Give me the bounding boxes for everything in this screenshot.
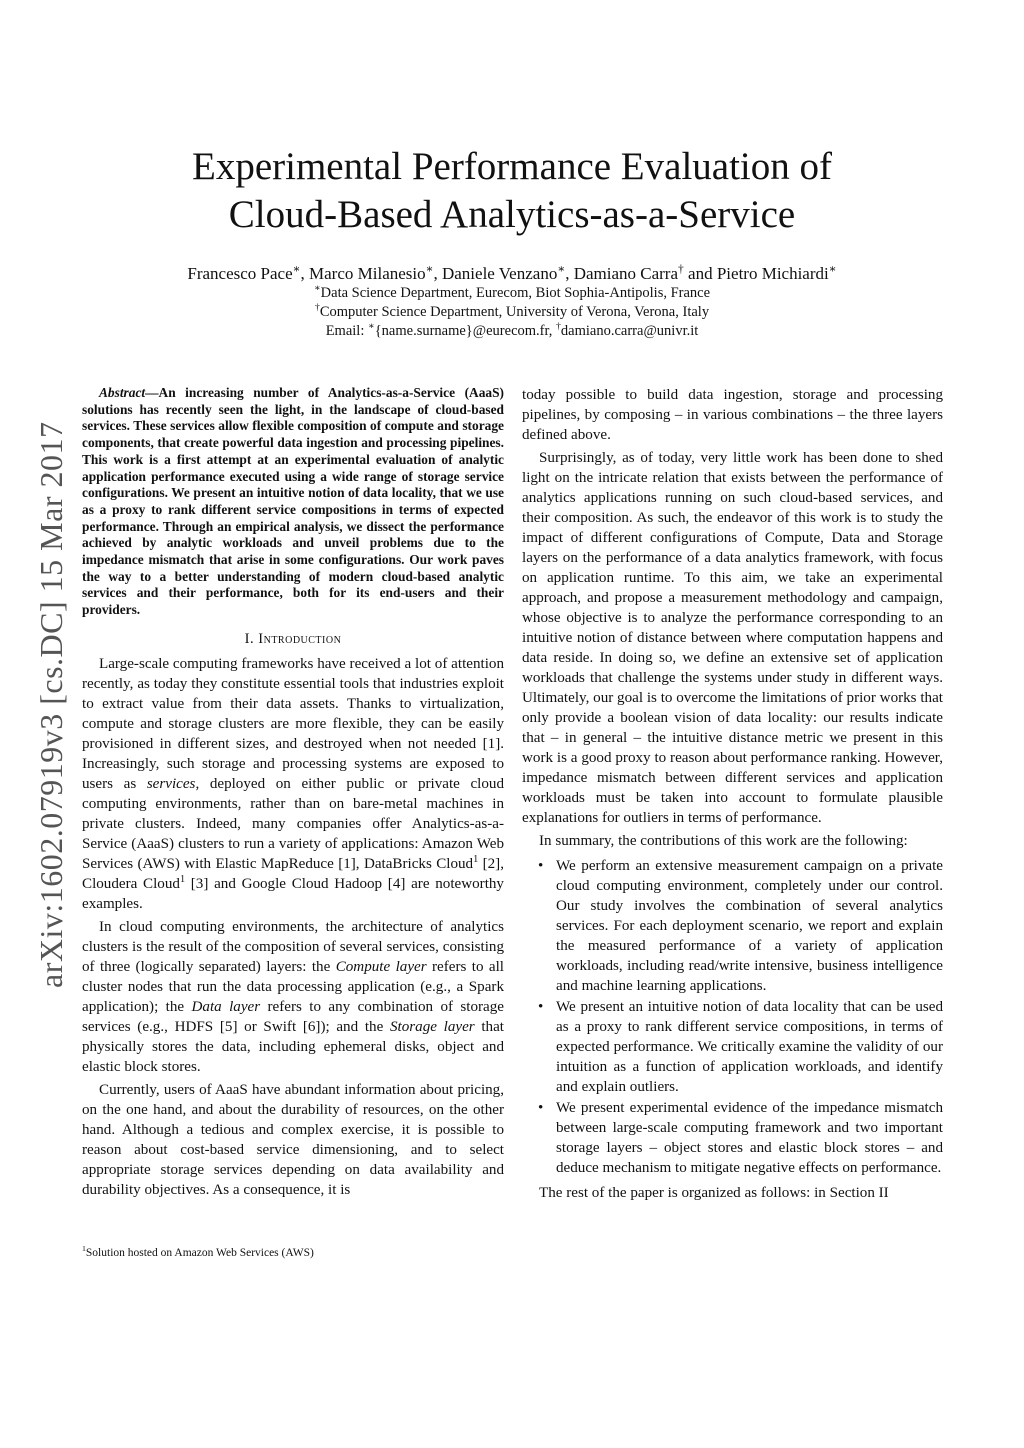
intro-paragraph-3: Currently, users of AaaS have abundant information about pricing, on the one hand, and about the durability of resources, on the other hand. Although a tedious and complex exercise, it is possible to reason about cost-based service dimensioning, and to select appropriate storage services depending on data availability and durability objectives. As a consequence, it is	[82, 1081, 504, 1198]
intro-paragraph-4: Surprisingly, as of today, very little work has been done to shed light on the intricate relation that exists between the performance of analytics applications running on such cloud-based services, and their composition. As such, the endeavor of this work is to study the impact of different configurations of Compute, Data and Storage layers on the performance of a data analytics framework, with focus on application runtime. To this aim, we take an experimental approach, and propose a measurement methodology and campaign, whose objective is to analyze the performance corresponding to an intuitive notion of distance between where computation happens and data reside. In doing so, we define an extensive set of application workloads that challenge the systems under study in different ways. Ultimately, our goal is to overcome the limitations of prior works that only provide a boolean vision of data locality: our results indicate that – in general – the intuitive distance metric we present in this work is a good proxy to reason about performance ranking. However, impedance mismatch between different services and application workloads must be taken into account to formulate plausible explanations for outliers in terms of performance.	[522, 450, 943, 826]
right-column	[522, 385, 943, 1203]
affil-mark: ∗	[557, 262, 566, 276]
left-column	[82, 385, 504, 1200]
section-heading-introduction: I. Introduction	[244, 630, 342, 647]
footnote-ref: 1	[473, 853, 479, 865]
abstract-text: An increasing number of Analytics-as-a-Service (AaaS) solutions has recently seen the light, in the landscape of cloud-based services. These services allow flexible composition of compute and storage components, that create powerful data ingestion and processing pipelines. This work is a first attempt at an experimental evaluation of analytic application performance executed using a wide range of storage service configurations. We present an intuitive notion of data locality, that we use as a proxy to rank different service compositions in terms of expected performance. Through an empirical analysis, we dissect the performance achieved by analytic workloads and unveil problems due to the impedance mismatch that arise in some configurations. Our work paves the way to a better understanding of modern cloud-based analytic services and their performance, both for its end-users and their providers.	[82, 385, 504, 618]
affil-mark: ∗	[828, 262, 837, 276]
affil-mark: ∗	[425, 262, 434, 276]
footnote	[82, 1246, 504, 1260]
intro-paragraph-2: In cloud computing environments, the architecture of analytics clusters is the result of the composition of several services, consisting of three (logically separated) layers: the Compute layer refers to all cluster nodes that run the data processing application (e.g., a Spark application); the Data layer refers to any combination of storage services (e.g., HDFS [5] or Swift [6]); and the Storage layer that physically stores the data, including ephemeral disks, object and elastic block stores.	[82, 918, 504, 1075]
contributions-lead: In summary, the contributions of this work are the following:	[539, 833, 908, 849]
author-name: Damiano Carra	[573, 264, 679, 283]
bullet-icon: •	[538, 1100, 544, 1116]
affil-mark: ∗	[292, 262, 301, 276]
bullet-icon: •	[538, 999, 544, 1015]
paper-title-line1: Experimental Performance Evaluation of	[192, 145, 832, 188]
list-item: • We present an intuitive notion of data locality that can be used as a proxy to rank different service compositions, in terms of expected performance. We critically examine the validity of our intuition as a function of application workloads, and identify and explain outliers.	[538, 999, 943, 1095]
author-block	[0, 263, 1024, 341]
author-name: Daniele Venzano	[441, 264, 558, 283]
abstract-label: Abstract	[99, 385, 146, 400]
list-item: • We perform an extensive measurement campaign on a private cloud computing environment, completely under our control. Our study involves the combination of several analytics services. For each deployment scenario, we report and explain the measured performance of a variety of application workloads, including read/write intensive, business intelligence and machine learning applications.	[538, 858, 943, 994]
affil-mark: †	[678, 262, 684, 276]
author-name: Francesco Pace	[187, 264, 293, 283]
list-item: • We present experimental evidence of the impedance mismatch between large-scale computing framework and two important storage layers – object stores and elastic block stores – and deduce mechanism to mitigate negative effects on performance.	[538, 1100, 943, 1176]
author-names: Francesco Pace∗, Marco Milanesio∗, Daniele Venzano∗, Damiano Carra† and Pietro Michiardi∗	[187, 262, 837, 283]
footnote-mark: 1	[82, 1244, 86, 1254]
organization-paragraph: The rest of the paper is organized as follows: in Section II	[539, 1185, 889, 1201]
affiliation-1: ∗Data Science Department, Eurecom, Biot Sophia-Antipolis, France	[313, 283, 711, 301]
intro-paragraph-continued: today possible to build data ingestion, storage and processing pipelines, by composing – in various combinations – the three layers defined above.	[522, 387, 943, 443]
contributions-list	[522, 856, 943, 1178]
arxiv-identifier: arXiv:1602.07919v3 [cs.DC] 15 Mar 2017	[33, 421, 69, 988]
paper-title	[0, 143, 1024, 239]
author-email: Email: ∗{name.surname}@eurecom.fr, †damiano.carra@univr.it	[325, 321, 699, 339]
affiliation-2: †Computer Science Department, University of Verona, Verona, Italy	[314, 302, 710, 320]
bullet-icon: •	[538, 858, 544, 874]
footnote-ref: 1	[179, 873, 186, 885]
paper-title-line2: Cloud-Based Analytics-as-a-Service	[228, 193, 796, 236]
footnote-text: Solution hosted on Amazon Web Services (AWS)	[85, 1247, 314, 1259]
author-name: Marco Milanesio	[309, 264, 426, 283]
intro-paragraph-1: Large-scale computing frameworks have received a lot of attention recently, as today they constitute essential tools that industries exploit to extract value from their data assets. Thanks to virtualization, compute and storage clusters are more flexible, they can be easily provisioned in different sizes, and destroyed when not needed [1]. Increasingly, such storage and processing systems are exposed to users as services, deployed on either public or private cloud computing environments, rather than on bare-metal machines in private clusters. Indeed, many companies offer Analytics-as-a-Service (AaaS) clusters to run a variety of applications: Amazon Web Services (AWS) with Elastic MapReduce [1], DataBricks Cloud$^1$ [2], Cloudera Cloud$^1$ [3] and Google Cloud Hadoop [4] are noteworthy examples.	[82, 655, 504, 912]
author-name: Pietro Michiardi	[716, 264, 829, 283]
abstract: Abstract—An increasing number of Analytics-as-a-Service (AaaS) solutions has recently seen the light, in the landscape of cloud-based services. These services allow flexible composition of compute and storage components, that create powerful data ingestion and processing pipelines. This work is a first attempt at an experimental evaluation of analytic application performance executed using a wide range of storage service configurations. We present an intuitive notion of data locality, that we use as a proxy to rank different service compositions in terms of expected performance. Through an empirical analysis, we dissect the performance achieved by analytic workloads and unveil problems due to the impedance mismatch that arise in some configurations. Our work paves the way to a better understanding of modern cloud-based analytic services and their performance, both for its end-users and their providers.	[82, 385, 504, 618]
